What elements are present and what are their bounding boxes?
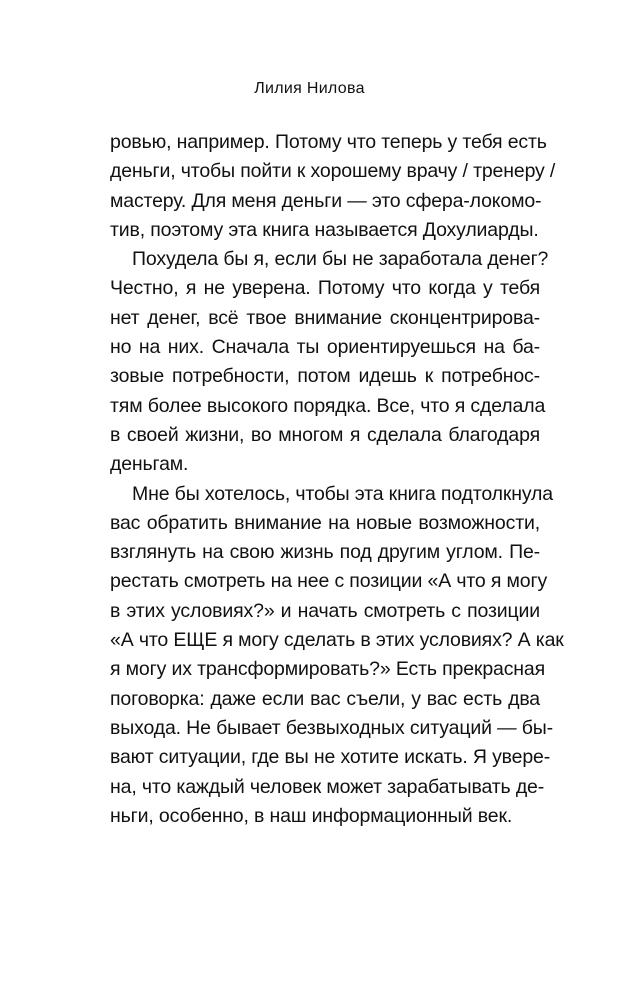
text-line: мастеру. Для меня деньги — это сфера-локомо- <box>110 189 542 212</box>
text-line: Честно, я не уверена. Потому что когда у тебя <box>110 277 540 300</box>
text-line: я могу их трансформировать?» Есть прекрасная <box>110 658 546 681</box>
text-line: рестать смотреть на нее с позиции «А что я могу <box>110 570 548 593</box>
text-line: тям более высокого порядка. Все, что я сделала <box>110 394 546 417</box>
paragraph-2 <box>110 245 549 479</box>
text-line: ровью, например. Потому что теперь у тебя есть <box>110 131 547 153</box>
paragraph-3 <box>110 480 564 832</box>
text-line: в своей жизни, во многом я сделала благодаря <box>110 423 540 446</box>
text-line: вас обратить внимание на новые возможности, <box>110 511 540 534</box>
text-line: тив, поэтому эта книга называется Дохулиарды. <box>110 218 539 241</box>
text-line: деньгам. <box>110 453 189 476</box>
running-header-author: Лилия Нилова <box>254 80 365 97</box>
text-line: зовые потребности, потом идешь к потребнос- <box>110 365 540 388</box>
text-line: «А что ЕЩЕ я могу сделать в этих условиях? А как <box>110 629 564 652</box>
text-line: Мне бы хотелось, чтобы эта книга подтолкнула <box>132 482 553 505</box>
text-line: Похудела бы я, если бы не заработала денег? <box>132 248 549 271</box>
text-line: взглянуть на свою жизнь под другим углом. Пе- <box>110 541 540 564</box>
text-line: но на них. Сначала ты ориентируешься на ба- <box>110 336 540 359</box>
text-line: на, что каждый человек может зарабатывать де- <box>110 775 545 798</box>
text-line: вают ситуации, где вы не хотите искать. Я увере- <box>110 746 551 769</box>
paragraph-1 <box>110 128 556 245</box>
text-line: деньги, чтобы пойти к хорошему врачу / тренеру / <box>110 160 556 183</box>
text-line: выхода. Не бывает безвыходных ситуаций — бы- <box>110 716 553 739</box>
text-line: ньги, особенно, в наш информационный век. <box>110 804 513 827</box>
text-line: нет денег, всё твое внимание сконцентрирова- <box>110 306 540 329</box>
text-line: поговорка: даже если вас съели, у вас есть два <box>110 687 540 710</box>
text-line: в этих условиях?» и начать смотреть с позиции <box>110 599 540 622</box>
body-text <box>110 128 564 831</box>
